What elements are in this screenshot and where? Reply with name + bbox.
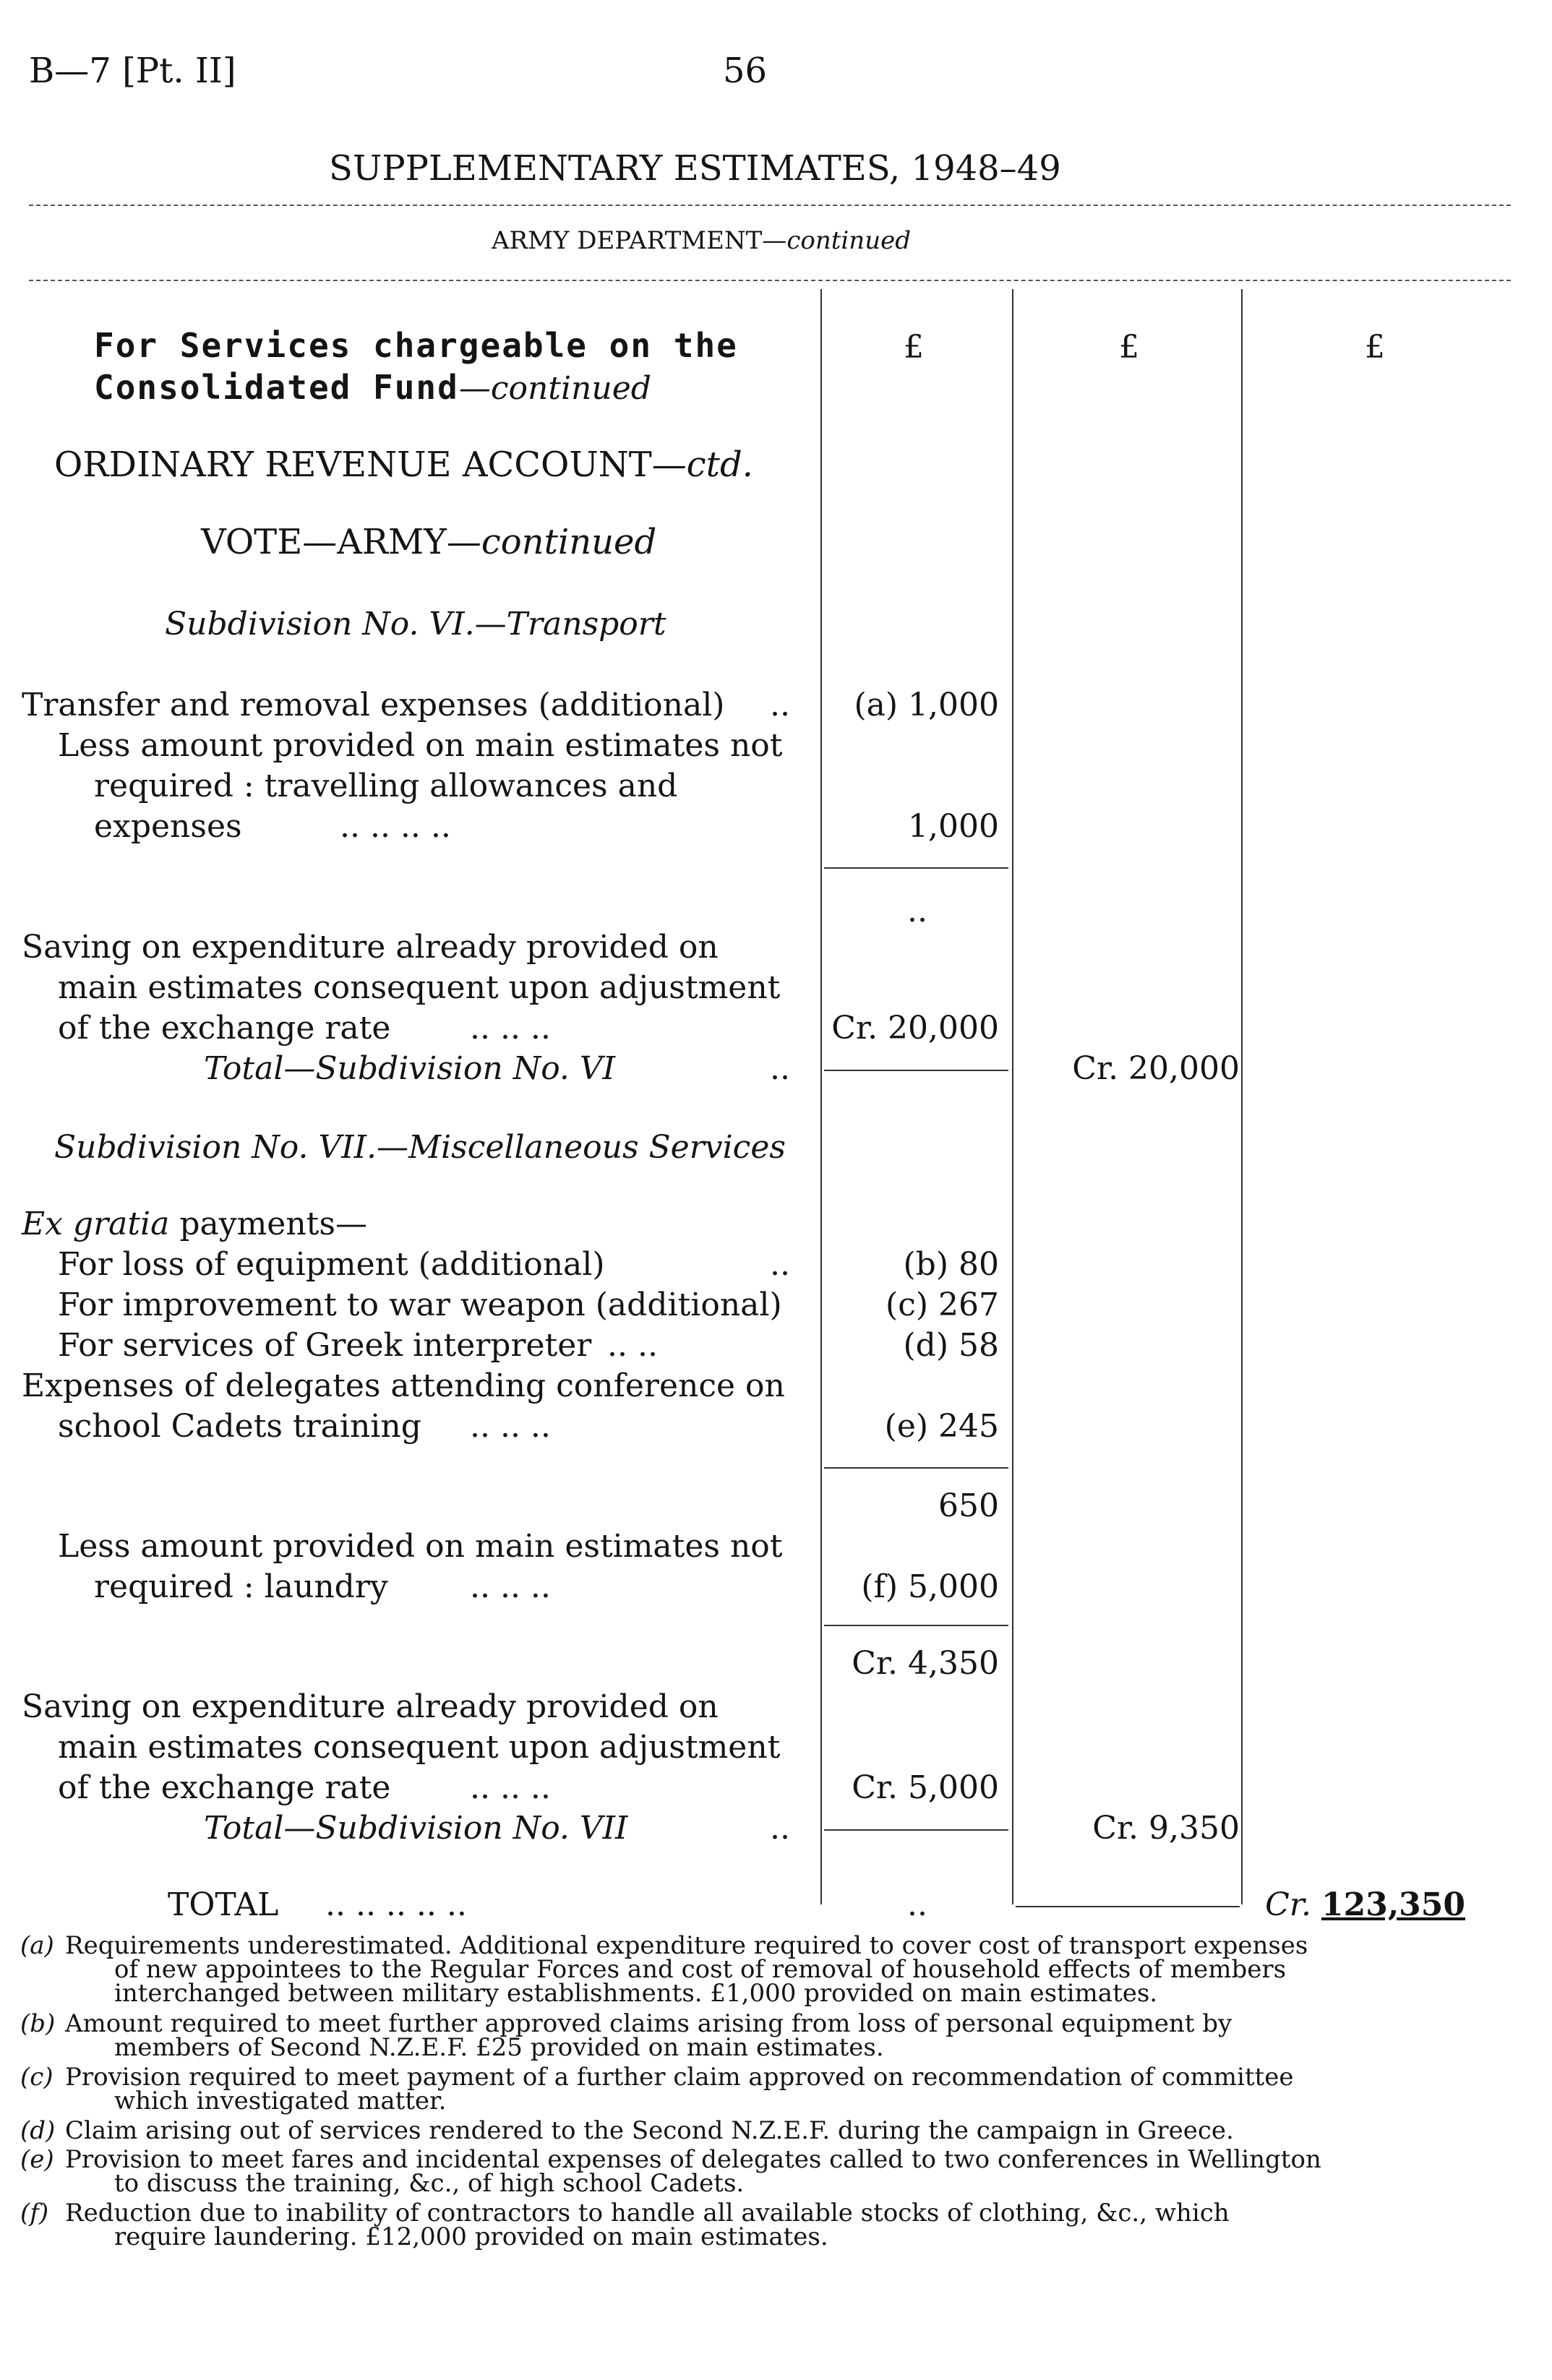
sub7-subtotal: 650 bbox=[938, 1487, 999, 1524]
footnote-b-line-1: Amount required to meet further approved claims arising from loss of personal equipment by bbox=[65, 2009, 1232, 2038]
sub6-saving-leader: .. .. .. bbox=[470, 1010, 551, 1047]
sub6-row-4-value: 1,000 bbox=[908, 808, 999, 845]
sub6-total-value: Cr. 20,000 bbox=[1072, 1050, 1240, 1087]
sub7-saving-line-3: of the exchange rate bbox=[58, 1769, 391, 1806]
sub7-less-line-1: Less amount provided on main estimates not bbox=[58, 1528, 783, 1565]
sub6-row-1-leader: .. bbox=[770, 687, 790, 723]
column-rule-1 bbox=[820, 289, 822, 1904]
column-rule-2 bbox=[1012, 289, 1013, 1904]
grand-total-rule bbox=[1016, 1906, 1240, 1907]
sub7-item-2-value: (c) 267 bbox=[886, 1286, 999, 1323]
footnote-a-line-3: interchanged between military establishments. £1,000 provided on main estimates. bbox=[114, 1979, 1158, 2008]
footnote-b-label: (b) bbox=[20, 2009, 56, 2038]
subdivision-7-heading: Subdivision No. VII.—Miscellaneous Services bbox=[54, 1129, 786, 1166]
footnote-f-line-1: Reduction due to inability of contractors to handle all available stocks of clothing, &c., which bbox=[65, 2199, 1230, 2228]
sub7-item-3-text: For services of Greek interpreter bbox=[58, 1327, 592, 1364]
footnote-e-label: (e) bbox=[20, 2145, 54, 2174]
footnote-b-line-2: members of Second N.Z.E.F. £25 provided on main estimates. bbox=[114, 2033, 884, 2062]
sub7-less-line-2: required : laundry bbox=[94, 1568, 388, 1605]
sub7-item-5-value: (e) 245 bbox=[884, 1408, 999, 1445]
ex-gratia-label: Ex gratia bbox=[22, 1206, 170, 1242]
sub7-total-value: Cr. 9,350 bbox=[1092, 1810, 1240, 1847]
section-heading-continued: —continued bbox=[458, 370, 651, 407]
sub7-saving-line-1: Saving on expenditure already provided on bbox=[22, 1688, 719, 1725]
sub6-saving-line-2: main estimates consequent upon adjustment bbox=[58, 969, 781, 1006]
document-title: SUPPLEMENTARY ESTIMATES, 1948–49 bbox=[329, 148, 1061, 189]
ex-gratia-heading bbox=[22, 1206, 367, 1243]
sub7-item-3-value: (d) 58 bbox=[903, 1327, 999, 1364]
account-continued: —ctd. bbox=[651, 444, 753, 485]
sub7-rule-3 bbox=[824, 1829, 1008, 1831]
sub7-item-5-leader: .. .. .. bbox=[470, 1408, 551, 1445]
sub7-item-1-text: For loss of equipment (additional) bbox=[58, 1246, 605, 1283]
grand-total-label: TOTAL bbox=[168, 1886, 279, 1923]
sub6-row-2-text: Less amount provided on main estimates not bbox=[58, 727, 783, 764]
vote-heading bbox=[201, 522, 656, 562]
footnote-a-label: (a) bbox=[20, 1931, 54, 1960]
header-rule-bottom bbox=[29, 280, 1511, 281]
sub6-rule-2 bbox=[824, 1070, 1008, 1071]
department-name: ARMY DEPARTMENT bbox=[492, 226, 763, 255]
column-header-3: £ bbox=[1365, 329, 1385, 366]
sub7-item-4-text: Expenses of delegates attending conference on bbox=[22, 1367, 785, 1404]
sub7-net-value: Cr. 4,350 bbox=[852, 1645, 999, 1682]
ex-gratia-rest: payments— bbox=[169, 1206, 367, 1242]
grand-total-amount: 123,350 bbox=[1321, 1886, 1465, 1923]
sub6-row-1-value: (a) 1,000 bbox=[854, 687, 999, 723]
sub7-saving-line-2: main estimates consequent upon adjustment bbox=[58, 1729, 781, 1766]
footnote-a-line-2: of new appointees to the Regular Forces and cost of removal of household effects of members bbox=[114, 1955, 1287, 1984]
footnote-e-line-2: to discuss the training, &c., of high school Cadets. bbox=[114, 2169, 745, 2198]
sub7-item-2-text: For improvement to war weapon (additional) bbox=[58, 1286, 782, 1323]
sub6-saving-line-3: of the exchange rate bbox=[58, 1010, 391, 1047]
section-heading-fund: Consolidated Fund bbox=[94, 368, 459, 407]
grand-total-col1-dots: .. bbox=[907, 1886, 927, 1923]
account-name: ORDINARY REVENUE ACCOUNT bbox=[54, 444, 652, 485]
sub7-item-3-leader: .. .. bbox=[607, 1327, 658, 1364]
sub6-total-leader: .. bbox=[770, 1050, 790, 1087]
page-number: 56 bbox=[723, 51, 768, 91]
grand-total-prefix: Cr. bbox=[1265, 1886, 1311, 1923]
footnote-d-label: (d) bbox=[20, 2116, 56, 2145]
header-rule-top bbox=[29, 205, 1511, 206]
footnote-e-line-1: Provision to meet fares and incidental expenses of delegates called to two conferences in Wellington bbox=[65, 2145, 1321, 2174]
sub7-total-leader: .. bbox=[770, 1810, 790, 1847]
footnote-f-line-2: require laundering. £12,000 provided on main estimates. bbox=[114, 2222, 828, 2251]
page-reference: B—7 [Pt. II] bbox=[29, 51, 236, 91]
footnote-c-line-2: which investigated matter. bbox=[114, 2087, 447, 2115]
column-rule-3 bbox=[1241, 289, 1243, 1904]
sub6-row-1 bbox=[22, 687, 724, 724]
sub7-total-label: Total—Subdivision No. VII bbox=[204, 1810, 628, 1847]
sub7-saving-value: Cr. 5,000 bbox=[852, 1769, 999, 1806]
vote-continued: —continued bbox=[446, 522, 657, 562]
footnote-c-label: (c) bbox=[20, 2063, 53, 2092]
sub6-row-1-text: Transfer and removal expenses (additional) bbox=[22, 687, 725, 723]
sub7-less-value: (f) 5,000 bbox=[861, 1568, 999, 1605]
sub7-item-1-value: (b) 80 bbox=[903, 1246, 999, 1283]
sub7-rule-2 bbox=[824, 1625, 1008, 1626]
sub6-saving-line-1: Saving on expenditure already provided on bbox=[22, 929, 719, 966]
subdivision-6-heading: Subdivision No. VI.—Transport bbox=[165, 606, 666, 643]
column-header-2: £ bbox=[1119, 329, 1139, 366]
sub7-saving-leader: .. .. .. bbox=[470, 1769, 551, 1806]
sub7-rule-1 bbox=[824, 1467, 1008, 1469]
sub6-row-4-text: expenses bbox=[94, 808, 242, 845]
department-subtitle bbox=[492, 225, 911, 256]
column-header-1: £ bbox=[904, 329, 924, 366]
account-heading bbox=[54, 444, 753, 485]
sub6-total-label: Total—Subdivision No. VI bbox=[204, 1050, 616, 1087]
footnote-f-label: (f) bbox=[20, 2199, 49, 2228]
sub6-saving-value: Cr. 20,000 bbox=[831, 1010, 999, 1047]
section-heading-line2 bbox=[94, 367, 651, 408]
vote-name: VOTE—ARMY bbox=[201, 522, 447, 562]
grand-total-value bbox=[1265, 1886, 1465, 1924]
grand-total-leader: .. .. .. .. .. bbox=[325, 1886, 467, 1923]
footnote-c-line-1: Provision required to meet payment of a further claim approved on recommendation of committee bbox=[65, 2063, 1294, 2092]
department-continued: —continued bbox=[762, 226, 911, 255]
sub7-item-5-text: school Cadets training bbox=[58, 1408, 421, 1445]
section-heading-line1: For Services chargeable on the bbox=[94, 326, 738, 365]
footnote-d-line-1: Claim arising out of services rendered to the Second N.Z.E.F. during the campaign in Greece. bbox=[65, 2116, 1234, 2145]
sub6-net-dots: .. bbox=[907, 893, 927, 929]
sub7-item-1-leader: .. bbox=[770, 1246, 790, 1283]
sub6-row-3-text: required : travelling allowances and bbox=[94, 768, 678, 804]
sub6-rule-1 bbox=[824, 867, 1008, 869]
sub7-less-leader: .. .. .. bbox=[470, 1568, 551, 1605]
sub6-row-4-leader: .. .. .. .. bbox=[340, 808, 451, 845]
footnote-a-line-1: Requirements underestimated. Additional expenditure required to cover cost of transport expenses bbox=[65, 1931, 1308, 1960]
